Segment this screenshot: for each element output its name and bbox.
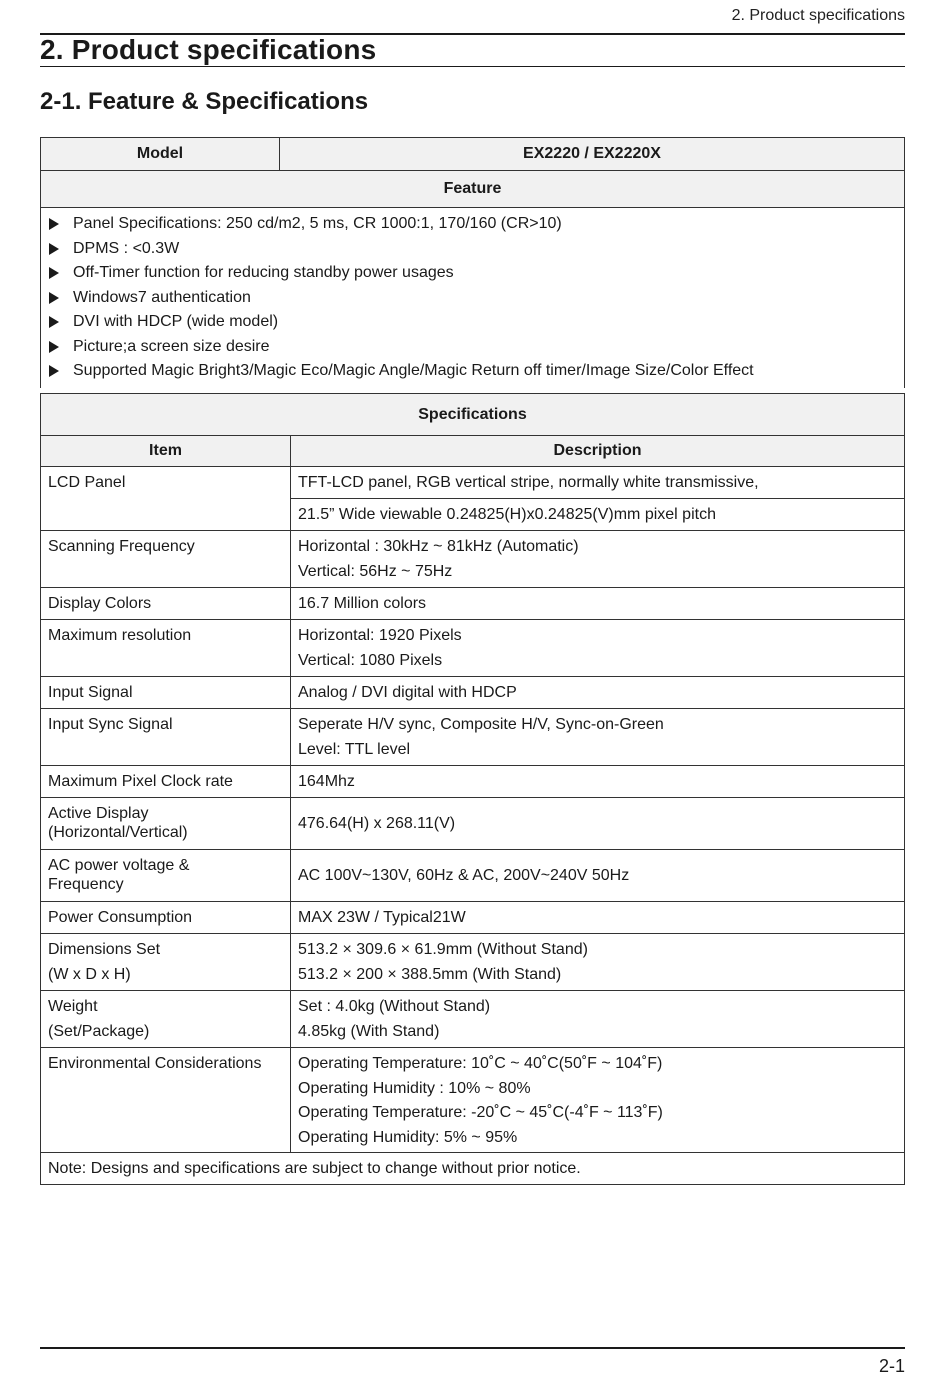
model-row — [41, 138, 904, 171]
title-rule — [40, 66, 905, 67]
spec-item: Maximum Pixel Clock rate — [41, 766, 291, 798]
spec-description: Analog / DVI digital with HDCP — [291, 677, 905, 709]
spec-item: AC power voltage & Frequency — [41, 850, 291, 902]
feature-item: Panel Specifications: 250 cd/m2, 5 ms, CR 1000:1, 170/160 (CR>10) — [49, 212, 904, 237]
spec-item: LCD Panel — [41, 467, 291, 531]
spec-description: Operating Temperature: 10˚C ~ 40˚C(50˚F ~ 104˚F) Operating Humidity : 10% ~ 80% Operating Temperature: -20˚C ~ 45˚C(-4˚F ~ 113˚F) Operating Humidity: 5% ~ 95% — [291, 1048, 905, 1153]
bullet-arrow-icon — [49, 341, 59, 353]
bullet-arrow-icon — [49, 365, 59, 377]
spec-item: Maximum resolution — [41, 620, 291, 677]
feature-heading: Feature — [41, 171, 904, 208]
running-header: 2. Product specifications — [731, 7, 905, 24]
model-label: Model — [41, 138, 280, 170]
footer-rule — [40, 1347, 905, 1349]
spec-description: Set : 4.0kg (Without Stand) 4.85kg (With Stand) — [291, 991, 905, 1048]
spec-item: Power Consumption — [41, 902, 291, 934]
column-header-description: Description — [291, 436, 905, 467]
spec-item: Input Sync Signal — [41, 709, 291, 766]
bullet-arrow-icon — [49, 218, 59, 230]
spec-description: AC 100V~130V, 60Hz & AC, 200V~240V 50Hz — [291, 850, 905, 902]
subsection-title: 2-1. Feature & Specifications — [40, 88, 369, 115]
spec-description: 513.2 × 309.6 × 61.9mm (Without Stand) 513.2 × 200 × 388.5mm (With Stand) — [291, 934, 905, 991]
column-header-item: Item — [41, 436, 291, 467]
spec-description: 16.7 Million colors — [291, 588, 905, 620]
spec-description: 476.64(H) x 268.11(V) — [291, 798, 905, 850]
feature-item: DPMS : <0.3W — [49, 237, 904, 262]
bullet-arrow-icon — [49, 243, 59, 255]
spec-item: Scanning Frequency — [41, 531, 291, 588]
spec-description: Horizontal : 30kHz ~ 81kHz (Automatic) Vertical: 56Hz ~ 75Hz — [291, 531, 905, 588]
spec-description: Seperate H/V sync, Composite H/V, Sync-on-Green Level: TTL level — [291, 709, 905, 766]
spec-item: Display Colors — [41, 588, 291, 620]
spec-description: MAX 23W / Typical21W — [291, 902, 905, 934]
feature-item: Windows7 authentication — [49, 286, 904, 311]
spec-note: Note: Designs and specifications are subject to change without prior notice. — [41, 1153, 905, 1185]
spec-item: Environmental Considerations — [41, 1048, 291, 1153]
model-value: EX2220 / EX2220X — [523, 145, 661, 162]
feature-item: Supported Magic Bright3/Magic Eco/Magic Angle/Magic Return off timer/Image Size/Color Effect — [49, 359, 904, 384]
feature-list — [41, 208, 904, 388]
specifications-table — [40, 393, 905, 1185]
bullet-arrow-icon — [49, 267, 59, 279]
spec-description: TFT-LCD panel, RGB vertical stripe, normally white transmissive, — [291, 467, 905, 499]
spec-item: Dimensions Set (W x D x H) — [41, 934, 291, 991]
feature-table — [40, 137, 905, 388]
section-title: 2. Product specifications — [40, 34, 377, 65]
feature-item: Picture;a screen size desire — [49, 335, 904, 360]
bullet-arrow-icon — [49, 292, 59, 304]
feature-item: Off-Timer function for reducing standby power usages — [49, 261, 904, 286]
feature-item: DVI with HDCP (wide model) — [49, 310, 904, 335]
spec-description: Horizontal: 1920 Pixels Vertical: 1080 Pixels — [291, 620, 905, 677]
spec-item: Active Display (Horizontal/Vertical) — [41, 798, 291, 850]
spec-item: Input Signal — [41, 677, 291, 709]
page-number: 2-1 — [878, 1356, 905, 1376]
bullet-arrow-icon — [49, 316, 59, 328]
spec-description: 21.5” Wide viewable 0.24825(H)x0.24825(V)mm pixel pitch — [291, 499, 905, 531]
spec-description: 164Mhz — [291, 766, 905, 798]
spec-item: Weight (Set/Package) — [41, 991, 291, 1048]
specifications-heading: Specifications — [41, 394, 905, 436]
